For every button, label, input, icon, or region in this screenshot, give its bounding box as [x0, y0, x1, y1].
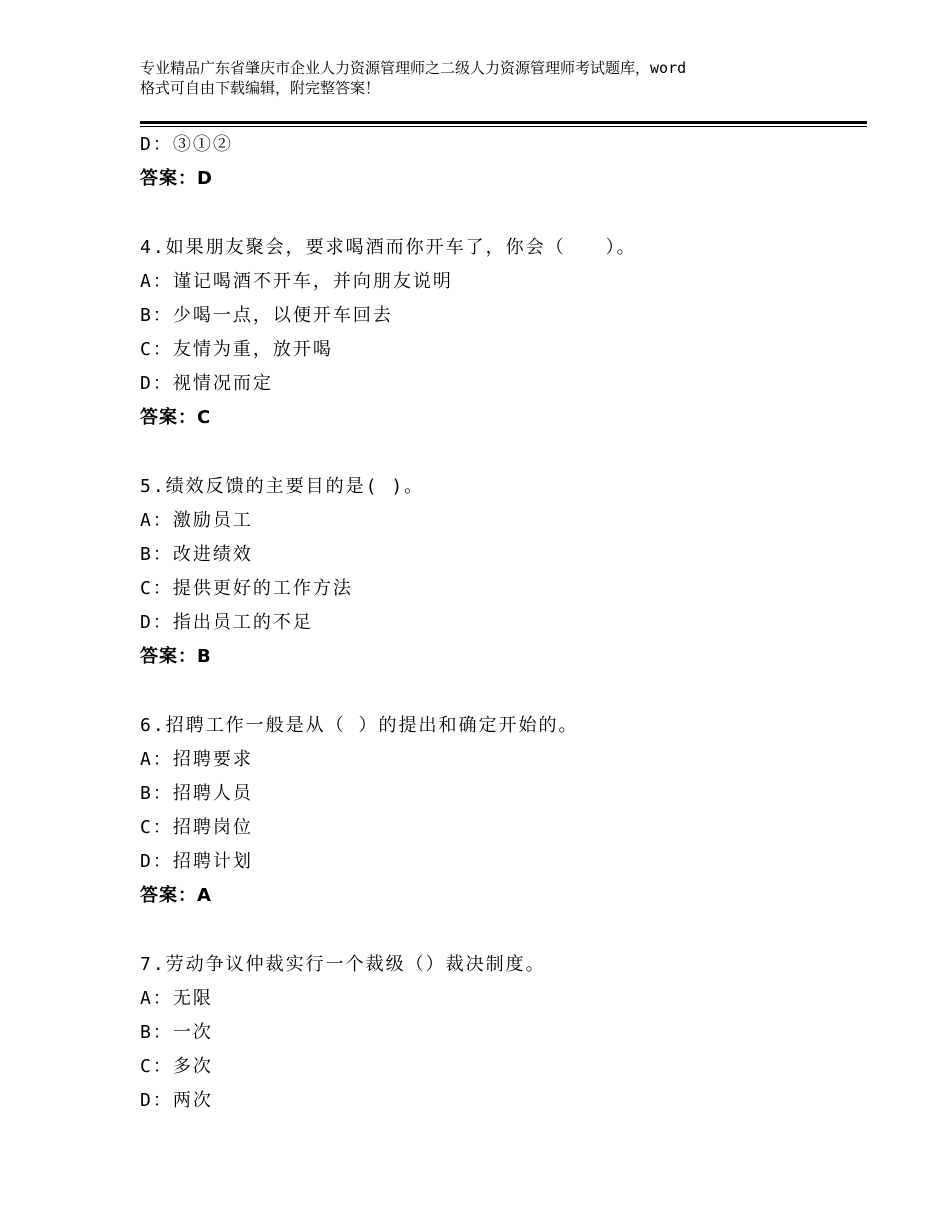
answer: 答案：B	[140, 646, 212, 667]
question-stem: 4.如果朋友聚会，要求喝酒而你开车了，你会（ ）。	[140, 237, 637, 258]
question-list	[140, 128, 860, 1118]
option-b: B：改进绩效	[140, 544, 253, 565]
header-divider-thick	[140, 121, 867, 124]
option-a: A：无限	[140, 988, 213, 1009]
answer: 答案：A	[140, 885, 212, 906]
question-5	[140, 470, 860, 674]
option-a: A：招聘要求	[140, 749, 253, 770]
option-d: D：③①②	[140, 134, 233, 155]
option-c: C：招聘岗位	[140, 817, 253, 838]
option-b: B：一次	[140, 1022, 213, 1043]
option-a: A：激励员工	[140, 510, 253, 531]
question-stem: 6.招聘工作一般是从（ ）的提出和确定开始的。	[140, 715, 579, 736]
question-4	[140, 231, 860, 435]
header-divider-thin	[140, 126, 867, 127]
option-a: A：谨记喝酒不开车，并向朋友说明	[140, 271, 453, 292]
question-stem: 7.劳动争议仲裁实行一个裁级（）裁决制度。	[140, 954, 546, 975]
option-d: D：两次	[140, 1090, 213, 1111]
document-header	[140, 58, 840, 98]
option-d: D：招聘计划	[140, 851, 253, 872]
answer: 答案：C	[140, 407, 212, 428]
option-b: B：少喝一点，以便开车回去	[140, 305, 393, 326]
header-line-2: 格式可自由下载编辑，附完整答案！	[140, 79, 381, 97]
question-stem: 5.绩效反馈的主要目的是( )。	[140, 476, 425, 497]
answer: 答案：D	[140, 168, 213, 189]
question-6	[140, 709, 860, 913]
option-d: D：指出员工的不足	[140, 612, 313, 633]
question-7	[140, 948, 860, 1118]
option-c: C：友情为重，放开喝	[140, 339, 333, 360]
option-b: B：招聘人员	[140, 783, 253, 804]
option-c: C：多次	[140, 1056, 213, 1077]
header-line-1: 专业精品广东省肇庆市企业人力资源管理师之二级人力资源管理师考试题库，word	[140, 59, 687, 77]
option-d: D：视情况而定	[140, 373, 273, 394]
option-c: C：提供更好的工作方法	[140, 578, 353, 599]
